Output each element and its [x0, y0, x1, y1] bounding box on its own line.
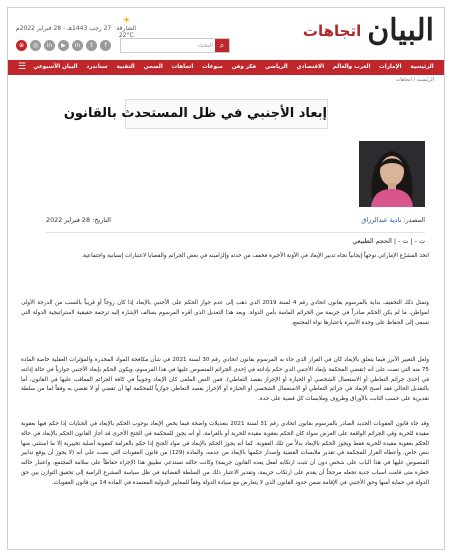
weather-widget: [115, 17, 137, 39]
nav-item-world[interactable]: العرب والعالم: [332, 64, 371, 70]
nav-item-economy[interactable]: الاقتصادي: [296, 64, 325, 70]
site-logo[interactable]: البيان: [367, 13, 434, 48]
search-icon[interactable]: ⌕: [215, 39, 229, 52]
article-paragraph: ولعل التغيير الأبرز فيما يتعلق بالإبعاد كان في القرار الذي جاء به المرسوم بقانون اتحادي رقم 30 لسنة 2021 في شأن مكافحة المواد المخدرة والمؤثرات العقلية خاصة المادة 75 منه التي نصت على أنه (تقضي المحكمة بإبعاد الأجنبي الذي حكم بإدانته في إحدى الجرائم المنصوص عليها في هذا المرسوم، ويكون الحكم بإبعاد الأجنبي جوازياً في حالة إدانته في إحدى جرائم التعاطي أو الاستعمال الشخصي أو الحيازة أو الإحراز بقصد التعاطي). فمن النص الملغى كان الإبعاد وجوبياً في كافة الجرائم المعاقب عليها في القانون، أما بالتعديل الحالي فقد أصبح الإبعاد في جرائم التعاطي أو الاستعمال الشخصي أو الحيازة أو الإحراز بقصد التعاطي جوازياً للمحكمة لها أن تقضي أو لا تقضي به وفقاً لما من سلطة تقديرية على حسب الثابت بالأوراق وظروف وملابسات كل قضية على حدة.: [21, 357, 429, 403]
social-links: [16, 40, 111, 51]
header-date: 27 رجب 1443هـ - 28 فبراير 2022م: [16, 24, 112, 32]
weather-city: الشارقة: [116, 25, 137, 32]
main-nav: [8, 60, 444, 75]
twitter-icon[interactable]: t: [86, 40, 97, 51]
site-header: [8, 8, 444, 58]
sun-icon: ☀: [122, 16, 131, 26]
nav-item-standard[interactable]: ستاندرد: [86, 64, 108, 70]
article-title-box: [63, 99, 328, 129]
brand[interactable]: [302, 13, 434, 48]
nav-item-sports[interactable]: الرياضي: [264, 64, 288, 70]
nav-item-emirates[interactable]: الإمارات: [379, 64, 402, 70]
article-meta: [46, 216, 425, 228]
search-placeholder: البحث: [197, 42, 213, 49]
article-source: [361, 216, 425, 224]
section-title[interactable]: اتجاهات: [302, 22, 362, 40]
date-value: 28 فبراير 2022: [46, 216, 91, 224]
linkedin-alt-icon[interactable]: in: [44, 40, 55, 51]
weather-temp: 22°C: [118, 32, 134, 39]
instagram-icon[interactable]: ◎: [30, 40, 41, 51]
search-input[interactable]: [120, 38, 230, 53]
nav-item-tech[interactable]: التقنية: [116, 64, 135, 70]
article-date: [46, 216, 111, 224]
meta-divider: [46, 232, 425, 233]
nav-item-culture[interactable]: فكر وفن: [231, 64, 257, 70]
nav-item-home[interactable]: الرئيسية: [410, 64, 434, 70]
source-label: المصدر:: [403, 216, 425, 224]
podcast-icon[interactable]: ⊕: [16, 40, 27, 51]
date-label: التاريخ:: [92, 216, 111, 224]
nav-item-health[interactable]: الصحي: [143, 64, 163, 70]
author-portrait: [359, 141, 425, 207]
nav-item-misc[interactable]: منوعات: [202, 64, 223, 70]
header-info: [16, 17, 137, 39]
article-paragraph: وتمثل ذلك التخفيف بداية بالمرسوم بقانون اتحادي رقم 4 لسنة 2019 الذي ذهب إلى عدم جواز الحكم على الأجنبي بالإبعاد إذا كان زوجاً أو قريباً بالنسب من الدرجة الأولى لمواطن، ما لم يكن الحكم صادراً في جريمة من الجرائم الماسة بأمن الدولة. ويعد هذا التعديل الذي أقره المرسوم بسالف الإشارة إليه ترجمة حقيقية لاستراتيجية الدولة التي تسعى إلى الحفاظ على وحدة الأسرة باعتبارها نواة المجتمع.: [21, 300, 429, 326]
breadcrumb[interactable]: الرئيسية / اتجاهات: [395, 77, 434, 83]
facebook-icon[interactable]: f: [100, 40, 111, 51]
nav-item-weekly[interactable]: البيان الأسبوعي: [33, 64, 78, 70]
author-link[interactable]: نادية عبدالرزاق: [361, 216, 402, 224]
article-title: إبعاد الأجنبي في ظل المستحدث بالقانون: [63, 106, 327, 121]
font-size-controls[interactable]: ت - | ت - | الحجم الطبيعي: [352, 237, 425, 245]
article-paragraph: اتخذ المشرّع الإماراتي توجهاً إيجابياً تجاه تدبير الإبعاد في الآونة الأخيرة فخفف من حدته وإلزاميته في بعض الجرائم والقضايا لاعتبارات إنسانية واجتماعية.: [81, 253, 429, 259]
menu-icon[interactable]: ☰: [18, 62, 27, 72]
nav-item-opinion[interactable]: اتجاهات: [171, 64, 194, 70]
author-photo: [359, 141, 425, 207]
linkedin-icon[interactable]: in: [72, 40, 83, 51]
youtube-icon[interactable]: ▶: [58, 40, 69, 51]
article-paragraph: وقد جاء قانون العقوبات الجديد الصادر بالمرسوم بقانون اتحادي رقم 31 لسنة 2021 بتعديلات واضحة فيما يخص الإبعاد بوجوب الحكم بالإبعاد في الجنايات إذا حكم فيها بعقوبة مقيدة للحرية وفي الجرائم الواقعة على العرض سواء كان الحكم بعقوبة مقيدة للحرية أو بالغرامة، أو أنه يجوز للمحكمة في الجنح الأخرى قد أجاز القانون الحكم بالإبعاد في حالة الحكم بعقوبة مقيدة للحرية فقط ويجوز الحكم بالإبعاد بدلاً من تلك العقوبة. كما أنه يجوز الحكم بالإبعاد في مواد الجنح إذا حكم بالغرامة كعقوبة أصلية تخييرية إلا ما استثني منها بنص خاص. وأعطاه القرار للمحكمة في تقدير ملابسات القضية وإصدار حكمها بالإبعاد من عدمه، والمادة (129) من قانون العقوبات التي نصت على أنه (لا يجوز أن يوقع تدابير المنصوص عليها في هذا الباب على شخص دون أن تثبت ارتكابه لفعل يعده القانون جريمة) وكانت حالته تستدعي تطبيق هذا الإجراء حفاظاً على سلامة المجتمع. واعتبار حالته خطرة متى قامت أسباب جدية تجعله مرجحاً أن يقدم على ارتكاب جريمة، وتقدير الاعتبار ذلك من السلطة القضائية في ظل سياسة المشرع الرامية إلى تحقيق التوازن بين حق الدولة في حماية أمنها وحق الأجنبي في الإقامة ضمن حدود القانون الذي لا يتعارض مع سيادة الدولة وفقاً للمعايير الدولية المعتمدة في المادة 14 من قانون العقوبات.: [21, 421, 429, 486]
page: [7, 7, 445, 550]
